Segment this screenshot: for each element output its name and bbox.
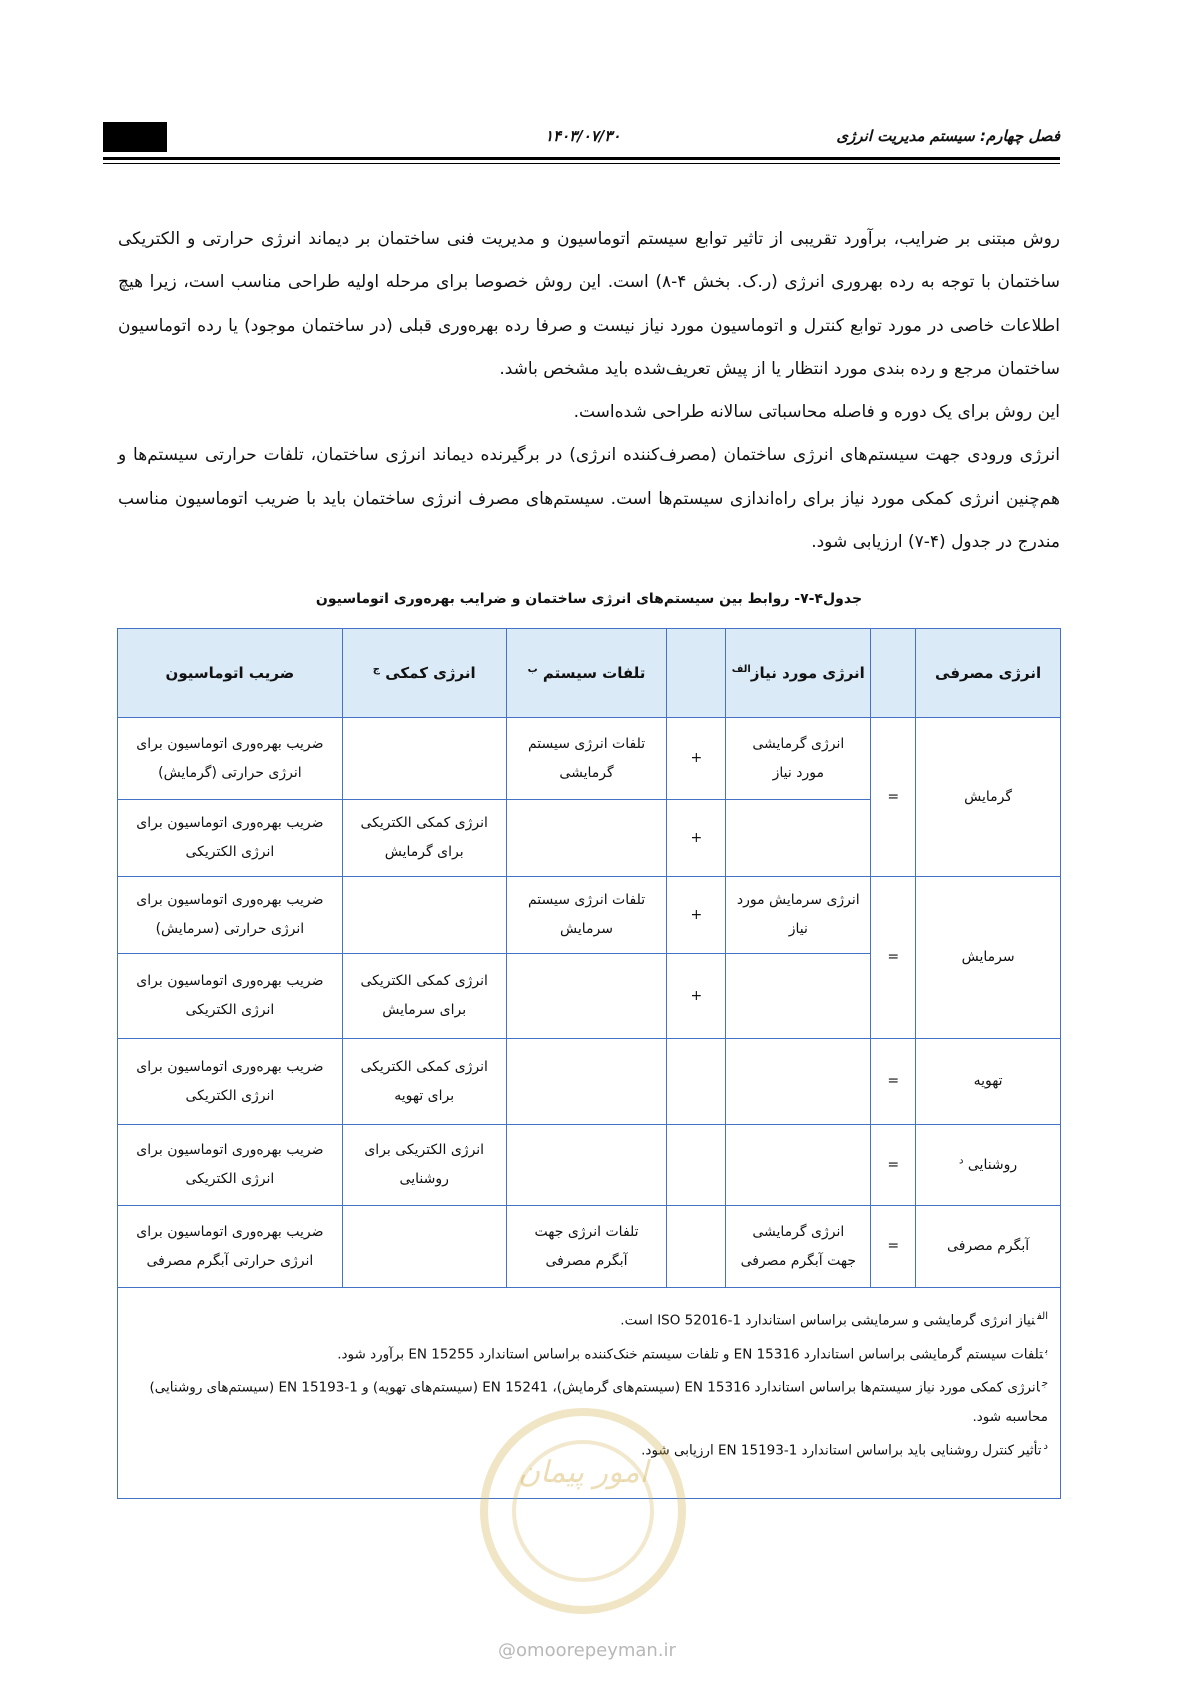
cell-ventilation-name: تهویه	[916, 1039, 1061, 1125]
table-header-row	[118, 629, 1061, 718]
cell-losses: تلفات انرژی جهت آبگرم مصرفی	[506, 1206, 667, 1288]
cell-required: انرژی سرمایش مورد نیاز	[726, 877, 871, 954]
cell-plus: +	[667, 800, 726, 877]
paragraph-2: این روش برای یک دوره و فاصله محاسباتی سالانه طراحی شده‌است.	[573, 402, 1060, 423]
note-4: $^د$تأثیر کنترل روشنایی باید براساس استاندارد EN 15193-1 ارزیابی شود.	[641, 1440, 1048, 1458]
header-aux: انرژی کمکی $^ج$	[342, 629, 506, 718]
cell-lighting-name: روشنایی $^د$	[916, 1125, 1061, 1206]
cell-factor: ضریب بهره‌وری اتوماسیون برای انرژی حرارتی آبگرم مصرفی	[118, 1206, 343, 1288]
cell-required-empty	[726, 1125, 871, 1206]
note-1: $^{الف}$نیاز انرژی گرمایشی و سرمایشی براساس استاندارد ISO 52016-1 است.	[620, 1311, 1048, 1329]
cell-aux: انرژی کمکی الکتریکی برای تهویه	[342, 1039, 506, 1125]
table-row	[118, 1039, 1061, 1125]
cell-losses-empty	[506, 800, 667, 877]
cell-cooling-name: سرمایش	[916, 877, 1061, 1039]
cell-eq: =	[871, 1039, 916, 1125]
note-2: $^ب$تلفات سیستم گرمایشی براساس استاندارد EN 15316 و تلفات سیستم خنک‌کننده براساس استاندارد EN 15255 برآورد شود.	[337, 1344, 1048, 1362]
cell-factor: ضریب بهره‌وری اتوماسیون برای انرژی الکتریکی	[118, 1125, 343, 1206]
automation-table	[117, 628, 1061, 1499]
cell-eq: =	[871, 1125, 916, 1206]
table-row	[118, 1125, 1061, 1206]
cell-losses: تلفات انرژی سیستم سرمایش	[506, 877, 667, 954]
cell-heating-name: گرمایش	[916, 718, 1061, 877]
cell-aux: انرژی کمکی الکتریکی برای گرمایش	[342, 800, 506, 877]
header-required: انرژی مورد نیاز$^{الف}$	[726, 629, 871, 718]
cell-aux-empty	[342, 1206, 506, 1288]
header-consumed: انرژی مصرفی	[916, 629, 1061, 718]
cell-losses-empty	[506, 954, 667, 1039]
table-row	[118, 718, 1061, 800]
cell-plus-empty	[667, 1125, 726, 1206]
cell-plus-empty	[667, 1039, 726, 1125]
cell-factor: ضریب بهره‌وری اتوماسیون برای انرژی الکتریکی	[118, 954, 343, 1039]
paragraph-3: انرژی ورودی جهت سیستم‌های انرژی ساختمان (مصرف‌کننده انرژی) در برگیرنده دیماند انرژی ساختمان، تلفات حرارتی سیستم‌ها و هم‌چنین انرژی کمکی مورد نیاز برای راه‌اندازی سیستم‌ها است. سیستم‌های مصرف انرژی ساختمان باید با ضریب اتوماسیون مناسب مندرج در جدول (۴-۷) ارزیابی شود.	[118, 445, 1060, 553]
cell-eq: =	[871, 1206, 916, 1288]
table-row	[118, 877, 1061, 954]
cell-aux-empty	[342, 877, 506, 954]
header-factor: ضریب اتوماسیون	[118, 629, 343, 718]
cell-eq: =	[871, 718, 916, 877]
table-row	[118, 1206, 1061, 1288]
cell-plus: +	[667, 718, 726, 800]
cell-factor: ضریب بهره‌وری اتوماسیون برای انرژی الکتریکی	[118, 1039, 343, 1125]
header-date: ۱۴۰۳/۰۷/۳۰	[545, 127, 621, 145]
cell-aux-empty	[342, 718, 506, 800]
header-losses: تلفات سیستم $^ب$	[506, 629, 667, 718]
header-rule-thick	[103, 157, 1060, 160]
watermark-site: @omoorepeyman.ir	[498, 1640, 676, 1661]
table-caption: جدول۴-۷- روابط بین سیستم‌های انرژی ساختمان و ضرایب بهره‌وری اتوماسیون	[315, 591, 863, 607]
header-plus	[667, 629, 726, 718]
cell-dhw-name: آبگرم مصرفی	[916, 1206, 1061, 1288]
chapter-title: فصل چهارم: سیستم مدیریت انرژی	[836, 127, 1060, 145]
cell-eq: =	[871, 877, 916, 1039]
cell-aux: انرژی کمکی الکتریکی برای سرمایش	[342, 954, 506, 1039]
cell-factor: ضریب بهره‌وری اتوماسیون برای انرژی حرارتی (گرمایش)	[118, 718, 343, 800]
cell-losses-empty	[506, 1039, 667, 1125]
cell-required-empty	[726, 954, 871, 1039]
page-number-box	[103, 122, 167, 152]
cell-required: انرژی گرمایشی جهت آبگرم مصرفی	[726, 1206, 871, 1288]
body-text	[118, 218, 1060, 564]
cell-plus: +	[667, 877, 726, 954]
cell-aux: انرژی الکتریکی برای روشنایی	[342, 1125, 506, 1206]
note-3: $^ج$انرژی کمکی مورد نیاز سیستم‌ها براساس استاندارد EN 15316 (سیستم‌های گرمایش)، EN 15241 (سیستم‌های تهویه) و EN 15193-1 (سیستم‌های روشنایی) محاسبه شود.	[149, 1378, 1048, 1425]
cell-losses: تلفات انرژی سیستم گرمایشی	[506, 718, 667, 800]
cell-required: انرژی گرمایشی مورد نیاز	[726, 718, 871, 800]
header-eq	[871, 629, 916, 718]
watermark-logo-text: امور پیمان	[518, 1455, 648, 1490]
cell-factor: ضریب بهره‌وری اتوماسیون برای انرژی الکتریکی	[118, 800, 343, 877]
cell-factor: ضریب بهره‌وری اتوماسیون برای انرژی حرارتی (سرمایش)	[118, 877, 343, 954]
paragraph-1: روش مبتنی بر ضرایب، برآورد تقریبی از تاثیر توابع سیستم اتوماسیون و مدیریت فنی ساختمان بر دیماند انرژی حرارتی و الکتریکی ساختمان با توجه به رده بهروری انرژی (ر.ک. بخش ۴-۸) است. این روش خصوصا برای مرحله اولیه طراحی مناسب است، زیرا هیچ اطلاعات خاصی در مورد توابع کنترل و اتوماسیون مورد نیاز نیست و صرفا رده بهره‌وری قبلی (در ساختمان موجود) یا رده اتوماسیون ساختمان مرجع و رده بندی مورد انتظار یا از پیش تعریف‌شده باید مشخص باشد.	[118, 229, 1060, 379]
cell-plus-empty	[667, 1206, 726, 1288]
header-rule-thin	[103, 163, 1060, 164]
cell-plus: +	[667, 954, 726, 1039]
cell-losses-empty	[506, 1125, 667, 1206]
cell-required-empty	[726, 800, 871, 877]
cell-required-empty	[726, 1039, 871, 1125]
